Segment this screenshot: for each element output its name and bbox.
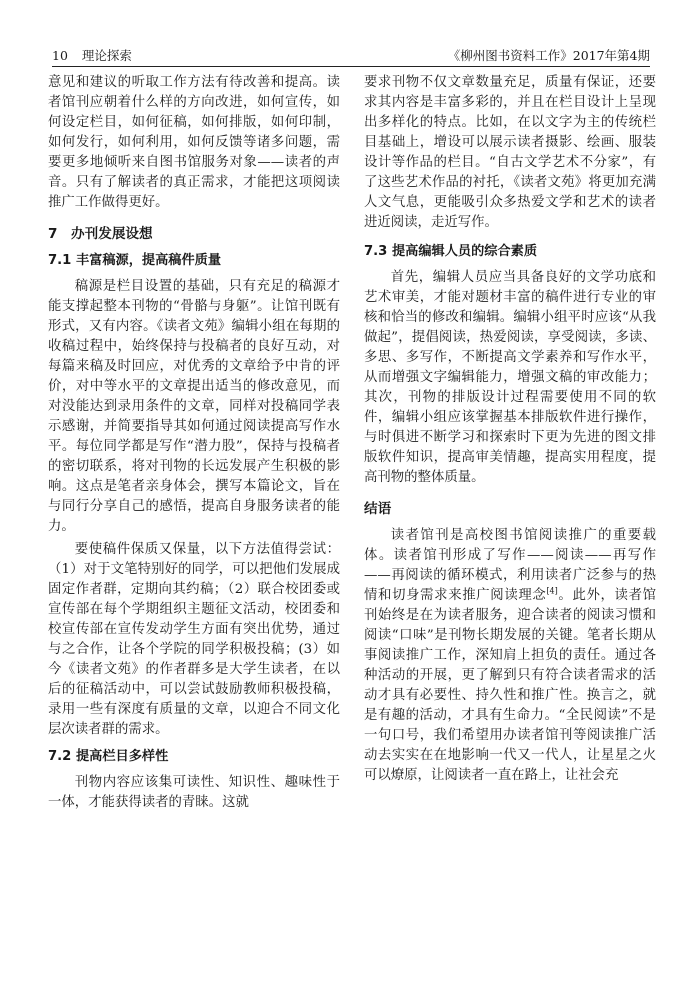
conclusion-text-b: 。此外，读者馆刊始终是在为读者服务，迎合读者的阅读习惯和阅读“口味”是刊物长期发展的关键。笔者长期从事阅读推广工作，深知肩上担负的责任。通过各种活动的开展，更了解到只有符合读者需求的活动才具有必要性、持久性和推广性。换言之，就是有趣的活动，才具有生命力。“全民阅读”不是一句口号，我们希望用办读者馆刊等阅读推广活动去实实在在地影响一代又一代人，让星星之火可以燎原，让阅读者一直在路上，让社会充 [364,588,657,783]
subsection-heading-7-3: 7.3 提高编辑人员的综合素质 [364,244,538,259]
page-number: 10 [52,48,68,63]
section-heading-7: 7 办刊发展设想 [48,226,153,242]
left-column [48,73,340,813]
conclusion-heading: 结语 [364,501,392,517]
paragraph-conclusion [364,526,656,786]
running-header [52,40,650,67]
paragraph-continued: 意见和建议的听取工作方法有待改善和提高。读者馆刊应朝着什么样的方向改进，如何宣传，如何设定栏目，如何征稿，如何排版，如何印制，如何发行，如何利用，如何反馈等诸多问题，需要更多地倾听来自图书馆服务对象——读者的声音。只有了解读者的真正需求，才能把这项阅读推广工作做得更好。 [48,75,340,210]
right-column [364,73,656,786]
paragraph: 首先，编辑人员应当具备良好的文学功底和艺术审美，才能对题材丰富的稿件进行专业的审核和恰当的修改和编辑。编辑小组平时应该“从我做起”，提倡阅读，热爱阅读，享受阅读，多读、多思、多写作，不断提高文学素养和写作水平，从而增强文字编辑能力，增强文稿的审改能力；其次，刊物的排版设计过程需要使用不同的软件，编辑小组应该掌握基本排版软件进行操作，与时俱进不断学习和探索时下更为先进的图文排版软件知识，提高审美情趣，提高实用程度，提高刊物的整体质量。 [364,270,656,485]
citation-ref: [4] [546,586,558,596]
paragraph: 稿源是栏目设置的基础，只有充足的稿源才能支撑起整本刊物的“骨骼与身躯”。让馆刊既有形式，又有内容。《读者文苑》编辑小组在每期的收稿过程中，始终保持与投稿者的良好互动，对每篇来稿及时回应，对优秀的文章给予中肯的评价，对中等水平的文章提出适当的修改意见，而对没能达到录用条件的文章，同样对投稿同学表示感谢，并简要指导其如何通过阅读提高写作水平。每位同学都是写作“潜力股”，保持与投稿者的密切联系，将对刊物的长远发展产生积极的影响。这点是笔者亲身体会，撰写本篇论文，旨在与同行分享自己的感悟，提高自身服务读者的能力。 [48,279,340,534]
header-left [52,46,132,64]
paragraph: 要使稿件保质又保量，以下方法值得尝试：（1）对于文笔特别好的同学，可以把他们发展成固定作者群，定期向其约稿；（2）联合校团委或宣传部在每个学期组织主题征文活动，校团委和校宣传部在宣传发动学生方面有突出优势，通过与之合作，让各个学院的同学积极投稿；(3）如今《读者文苑》的作者群多是大学生读者，在以后的征稿活动中，可以尝试鼓励教师积极投稿，录用一些有深度有质量的文章，以迎合不同文化层次读者群的需求。 [48,542,340,737]
journal-title: 《柳州图书资料工作》2017年第4期 [447,48,650,63]
section-name: 理论探索 [81,48,132,63]
paragraph-continued: 要求刊物不仅文章数量充足，质量有保证，还要求其内容是丰富多彩的，并且在栏目设计上呈现出多样化的特点。比如，在以文字为主的传统栏目基础上，增设可以展示读者摄影、绘画、服装设计等作品的栏目。“自古文学艺术不分家”，有了这些艺术作品的衬托，《读者文苑》将更加充满人文气息，更能吸引众多热爱文学和艺术的读者进近阅读，走近写作。 [364,75,656,230]
subsection-heading-7-2: 7.2 提高栏目多样性 [48,749,169,764]
subsection-heading-7-1: 7.1 丰富稿源，提高稿件质量 [48,253,222,268]
conclusion-text-a: 读者馆刊是高校图书馆阅读推广的重要载体。读者馆刊形成了写作——阅读——再写作——再阅读的循环模式，利用读者广泛参与的热情和切身需求来推广阅读理念 [364,528,656,603]
paragraph: 刊物内容应该集可读性、知识性、趣味性于一体，才能获得读者的青睐。这就 [48,775,340,810]
